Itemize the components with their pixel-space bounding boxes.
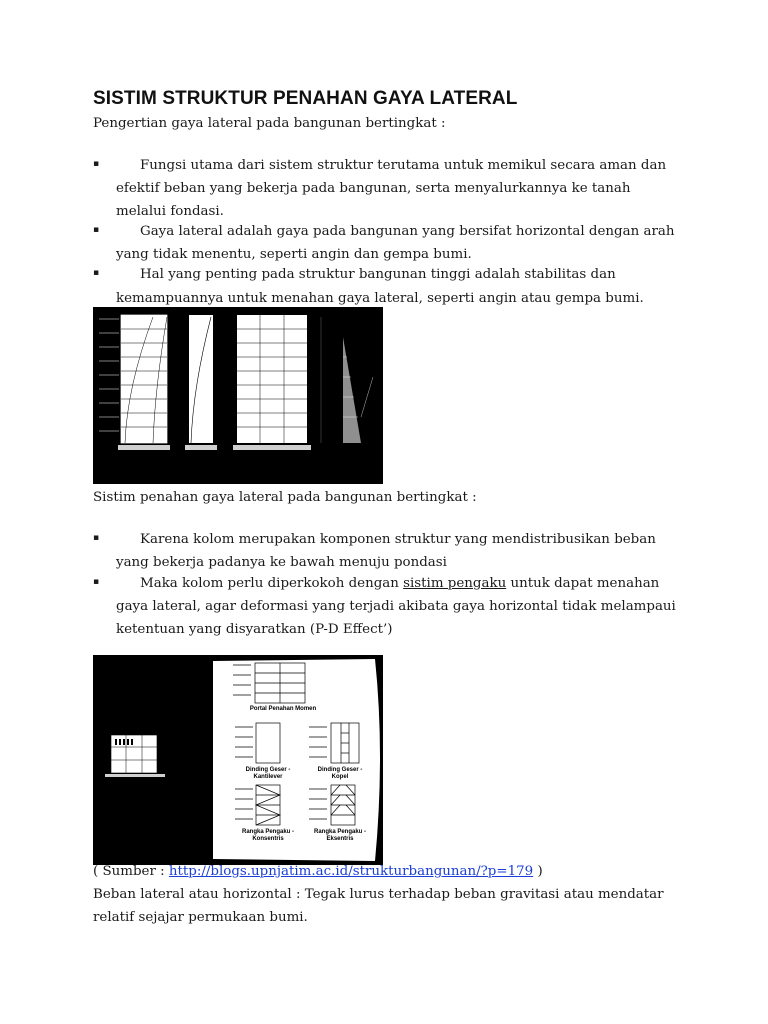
label-portal: Portal Penahan Momen: [249, 706, 317, 712]
label-line: Dinding Geser -: [317, 767, 363, 773]
label-dinding-kopel: [305, 767, 375, 781]
text-fragment: untuk dapat menahan: [510, 576, 660, 591]
section1-bullet3-line1: Hal yang penting pada struktur bangunan tinggi adalah stabilitas dan: [140, 267, 616, 282]
section2-bullet1-line2: yang bekerja padanya ke bawah menuju pondasi: [116, 555, 447, 570]
label-dinding-kantilever: [233, 767, 303, 781]
building-sway-panel: [99, 315, 170, 450]
load-distribution-panel: [321, 317, 373, 443]
section1-bullet1-line3: melalui fondasi.: [116, 204, 224, 219]
label-line: Kantilever: [253, 774, 283, 780]
label-line: Dinding Geser -: [245, 767, 291, 773]
section2-bullet2-line3: ketentuan yang disyaratkan (P-D Effect’): [116, 622, 393, 637]
closing-line1: Beban lateral atau horizontal : Tegak lurus terhadap beban gravitasi atau mendatar: [93, 887, 664, 902]
label-line: Rangka Pengaku -: [241, 829, 294, 835]
source-link[interactable]: http://blogs.upnjatim.ac.id/strukturbangunan/?p=179: [168, 864, 534, 879]
building-icon: [105, 735, 165, 777]
bullet-marker: ▪: [93, 159, 100, 169]
bullet-marker: ▪: [93, 533, 100, 543]
section2-bullet2-line2: gaya lateral, agar deformasi yang terjadi akibata gaya horizontal tidak melampaui: [116, 599, 676, 614]
bullet-marker: ▪: [93, 225, 100, 235]
lateral-deformation-figure: [93, 307, 383, 484]
bullet-marker: ▪: [93, 268, 100, 278]
section2-bullet1-line1: Karena kolom merupakan komponen struktur yang mendistribusikan beban: [140, 532, 656, 547]
label-rangka-eksentris: [305, 829, 375, 843]
source-suffix: ): [537, 864, 543, 879]
label-rangka-konsentris: [233, 829, 303, 843]
section1-bullet1-line1: Fungsi utama dari sistem struktur terutama untuk memikul secara aman dan: [140, 158, 667, 173]
lateral-systems-figure: [93, 655, 383, 865]
text-fragment: Maka kolom perlu diperkokoh dengan: [140, 576, 399, 591]
section1-bullet1-line2: efektif beban yang bekerja pada bangunan, serta menyalurkannya ke tanah: [116, 181, 631, 196]
closing-line2: relatif sejajar permukaan bumi.: [93, 910, 308, 925]
sistim-pengaku-link[interactable]: sistim pengaku: [403, 576, 507, 591]
frame-panel: [233, 315, 311, 450]
deformation-diagram-svg: [93, 307, 383, 484]
source-line: [93, 863, 543, 881]
page-title: SISTIM STRUKTUR PENAHAN GAYA LATERAL: [93, 88, 518, 109]
label-line: Konsentris: [252, 836, 284, 842]
label-line: Kopel: [331, 774, 349, 780]
section1-bullet3-line2: kemampuannya untuk menahan gaya lateral, seperti angin atau gempa bumi.: [116, 291, 644, 306]
label-line: Rangka Pengaku -: [313, 829, 366, 835]
section2-intro: Sistim penahan gaya lateral pada bangunan bertingkat :: [93, 490, 477, 505]
section2-bullet2-line1: [140, 575, 659, 593]
section1-bullet2-line1: Gaya lateral adalah gaya pada bangunan yang bersifat horizontal dengan arah: [140, 224, 675, 239]
label-line: Eksentris: [326, 836, 354, 842]
bullet-marker: ▪: [93, 577, 100, 587]
section1-bullet2-line2: yang tidak menentu, seperti angin dan gempa bumi.: [116, 247, 472, 262]
section1-intro: Pengertian gaya lateral pada bangunan bertingkat :: [93, 116, 446, 131]
shear-wall-panel: [185, 315, 217, 450]
source-prefix: ( Sumber :: [93, 864, 165, 879]
